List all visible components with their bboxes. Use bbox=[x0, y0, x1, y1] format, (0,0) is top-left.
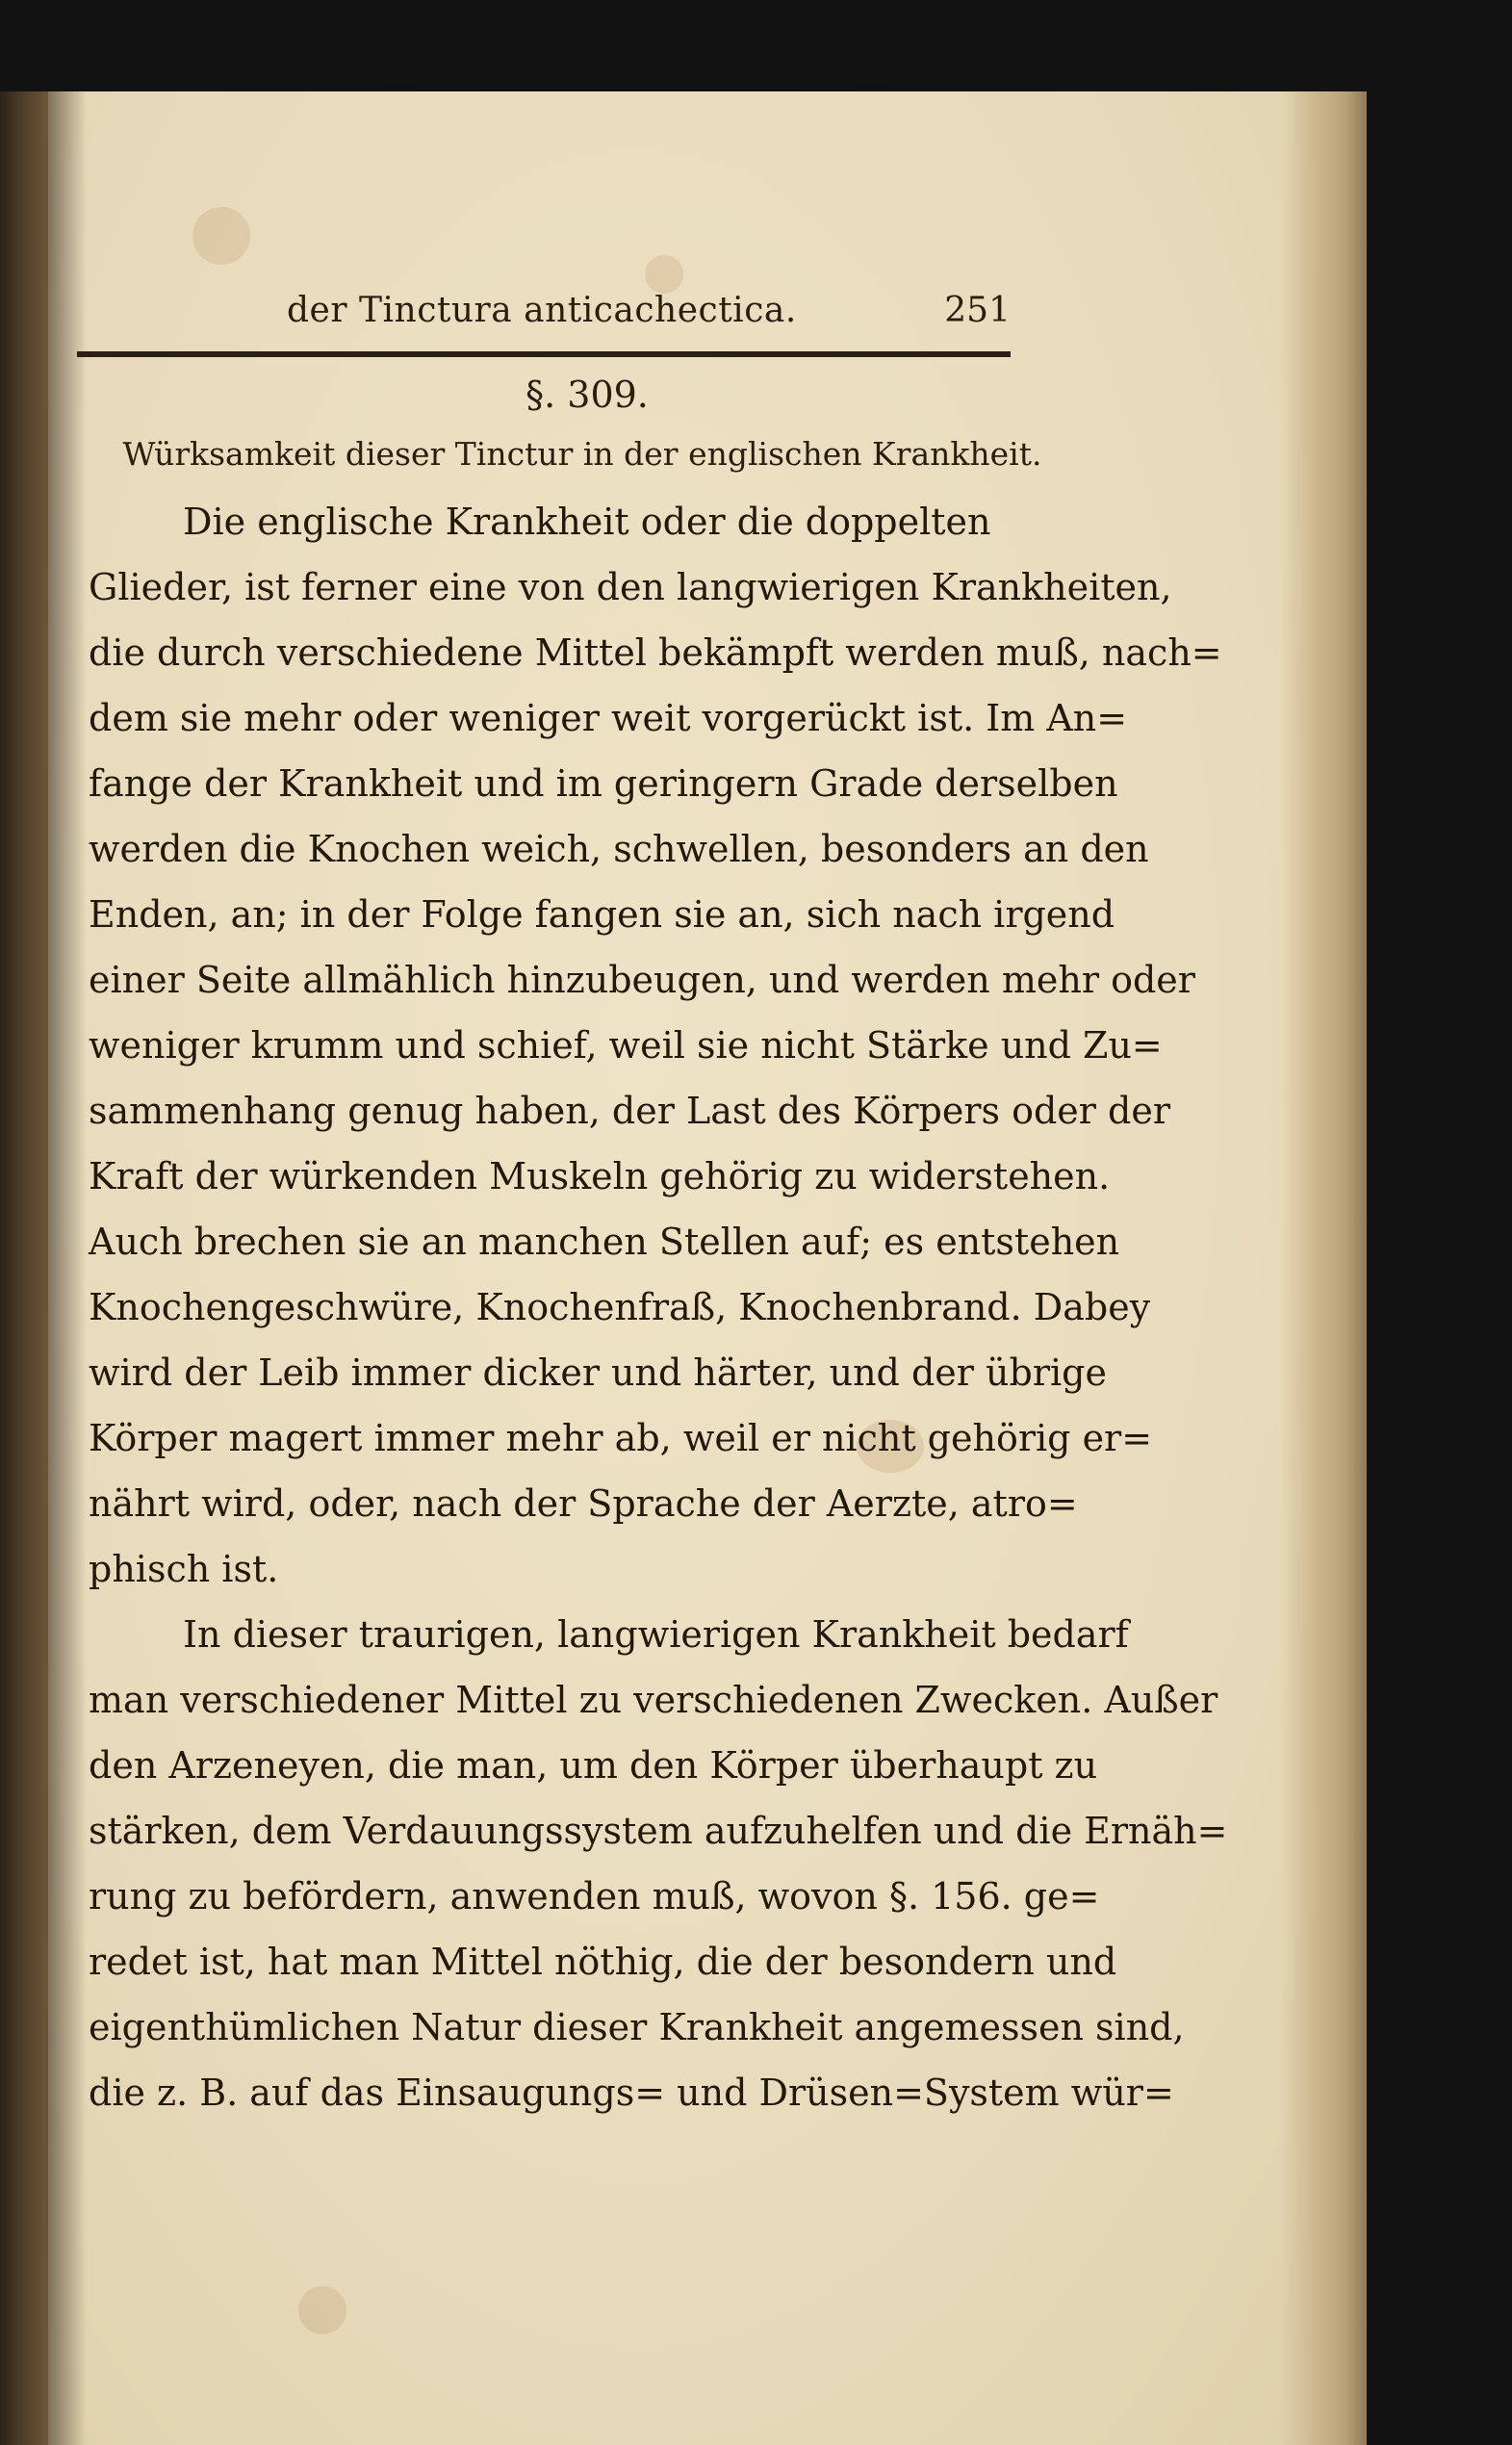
text-line: weniger krumm und schief, weil sie nicht Stärke und Zu= bbox=[89, 1024, 1163, 1067]
text-line: nährt wird, oder, nach der Sprache der Aerzte, atro= bbox=[89, 1482, 1078, 1525]
text-line: In dieser traurigen, langwierigen Krankheit bedarf bbox=[183, 1613, 1129, 1656]
text-line: wird der Leib immer dicker und härter, und der übrige bbox=[89, 1351, 1107, 1394]
page-right-edge bbox=[1280, 91, 1367, 2445]
gutter-shadow bbox=[48, 91, 87, 2445]
text-line: Körper magert immer mehr ab, weil er nicht gehörig er= bbox=[89, 1417, 1153, 1459]
text-line: Knochengeschwüre, Knochenfraß, Knochenbrand. Dabey bbox=[89, 1286, 1151, 1328]
text-line: Kraft der würkenden Muskeln gehörig zu widerstehen. bbox=[89, 1155, 1111, 1197]
text-line: fange der Krankheit und im geringern Grade derselben bbox=[89, 762, 1118, 805]
text-line: werden die Knochen weich, schwellen, besonders an den bbox=[89, 828, 1149, 870]
paper-stain bbox=[192, 207, 250, 265]
text-line: die z. B. auf das Einsaugungs= und Drüsen=System wür= bbox=[89, 2072, 1174, 2114]
running-head: der Tinctura anticachectica. bbox=[287, 291, 797, 330]
text-line: Auch brechen sie an manchen Stellen auf; es entstehen bbox=[89, 1221, 1120, 1263]
text-line: man verschiedener Mittel zu verschiedenen Zwecken. Außer bbox=[89, 1679, 1218, 1721]
text-line: sammenhang genug haben, der Last des Körpers oder der bbox=[89, 1090, 1171, 1132]
text-line: Enden, an; in der Folge fangen sie an, sich nach irgend bbox=[89, 893, 1115, 936]
text-line: Glieder, ist ferner eine von den langwierigen Krankheiten, bbox=[89, 566, 1172, 608]
text-line: die durch verschiedene Mittel bekämpft werden muß, nach= bbox=[89, 631, 1222, 674]
page-header bbox=[250, 285, 1039, 343]
paper-stain bbox=[298, 2286, 346, 2334]
left-page-edge bbox=[0, 91, 50, 2445]
page-number: 251 bbox=[944, 291, 1011, 330]
section-heading: Würksamkeit dieser Tinctur in der englischen Krankheit. bbox=[122, 435, 1042, 473]
text-line: stärken, dem Verdauungssystem aufzuhelfen und die Ernäh= bbox=[89, 1810, 1228, 1852]
header-rule bbox=[77, 351, 1011, 357]
text-line: rung zu befördern, anwenden muß, wovon §. 156. ge= bbox=[89, 1875, 1100, 1917]
text-line: Die englische Krankheit oder die doppelten bbox=[183, 501, 991, 543]
text-line: dem sie mehr oder weniger weit vorgerückt ist. Im An= bbox=[89, 697, 1128, 739]
text-line: eigenthümlichen Natur dieser Krankheit angemessen sind, bbox=[89, 2006, 1185, 2048]
text-line: phisch ist. bbox=[89, 1548, 279, 1590]
text-line: den Arzeneyen, die man, um den Körper überhaupt zu bbox=[89, 1744, 1098, 1787]
section-number: §. 309. bbox=[525, 373, 649, 416]
text-line: einer Seite allmählich hinzubeugen, und werden mehr oder bbox=[89, 959, 1195, 1001]
text-line: redet ist, hat man Mittel nöthig, die der besondern und bbox=[89, 1941, 1117, 1983]
